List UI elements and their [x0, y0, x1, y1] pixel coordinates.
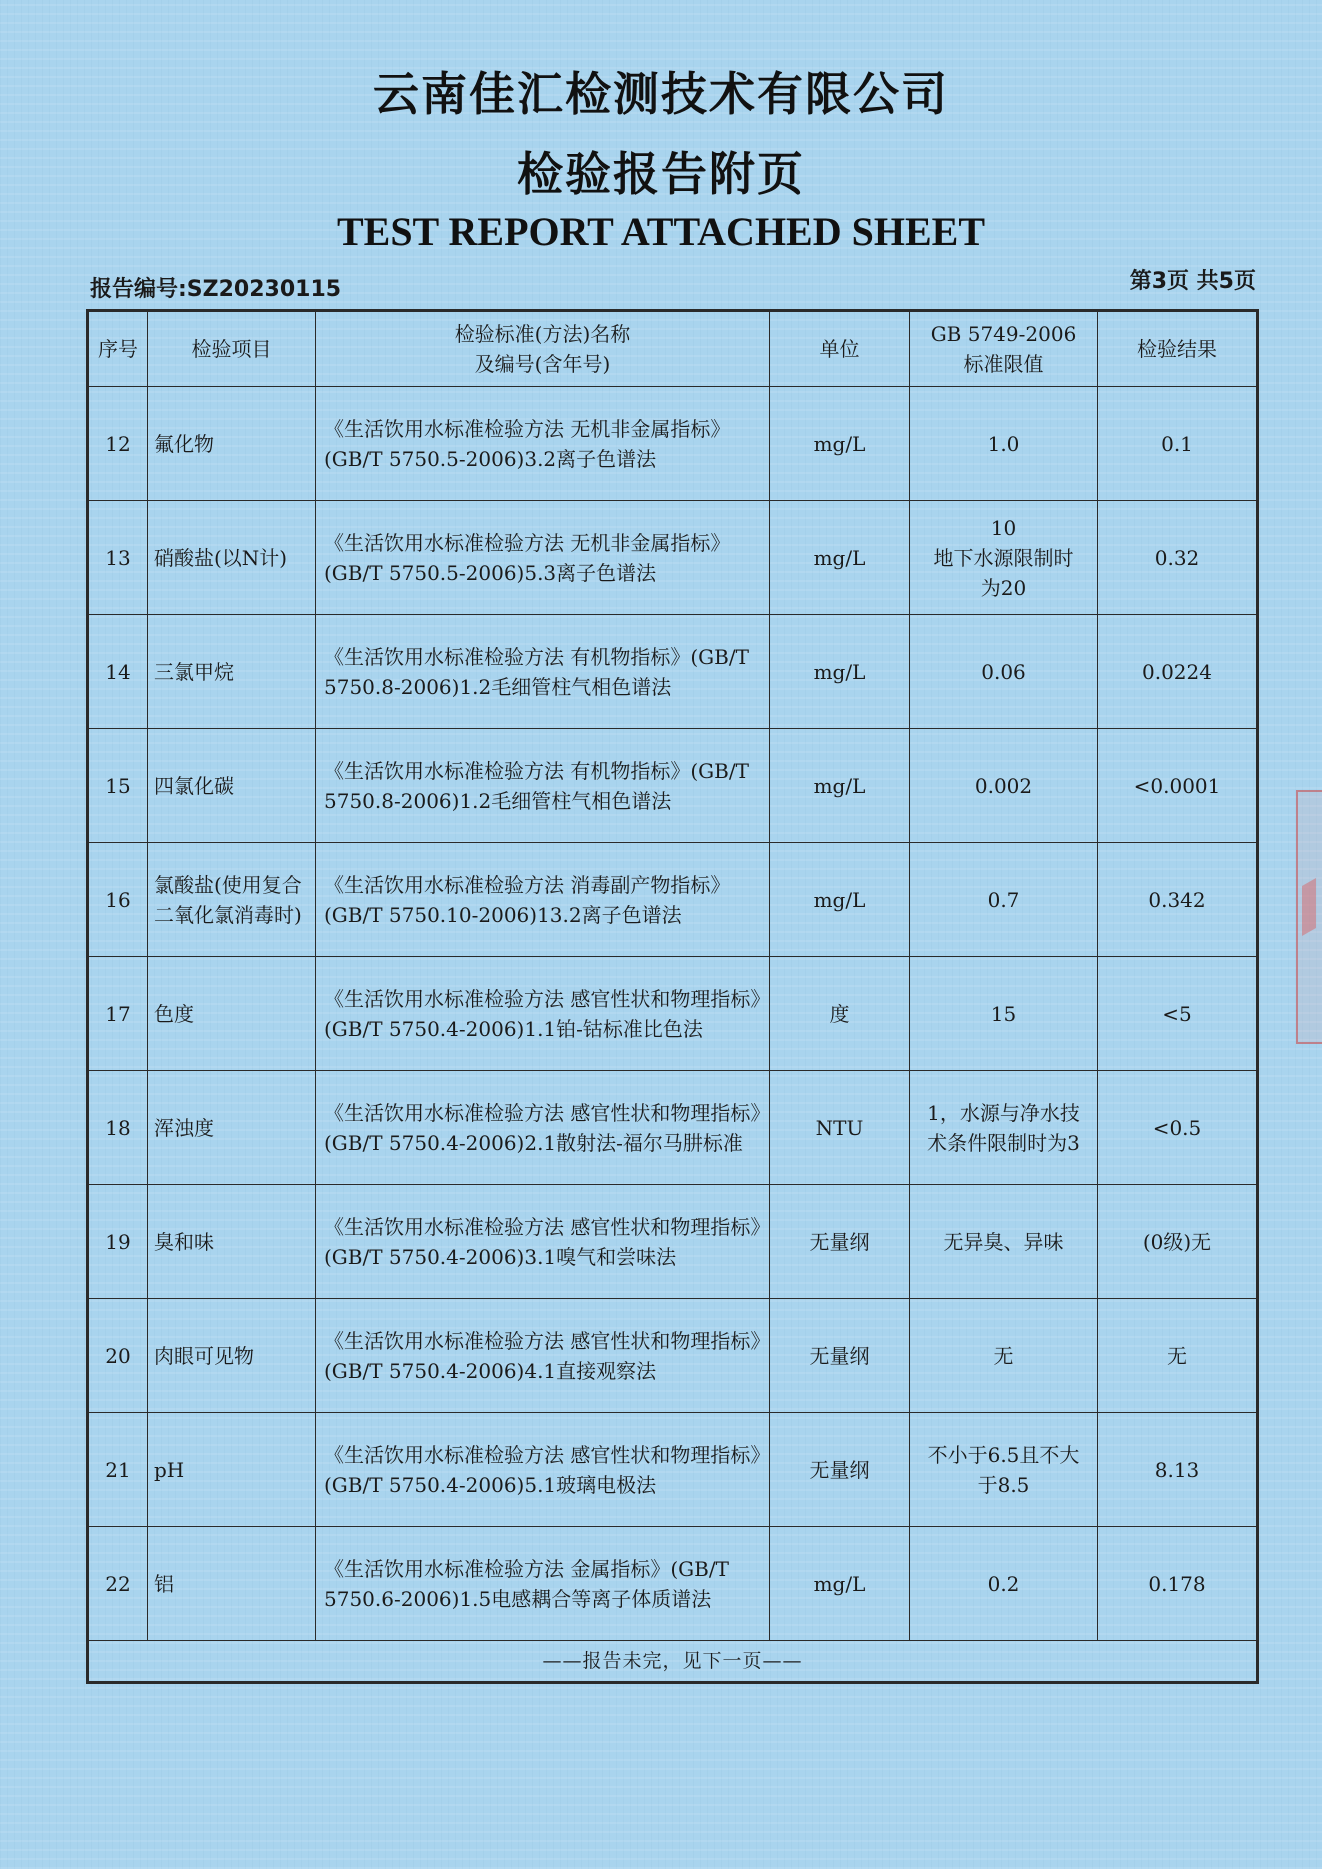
cell-method: 《生活饮用水标准检验方法 消毒副产物指标》(GB/T 5750.10-2006)13.2离子色谱法 [316, 843, 770, 957]
cell-limit: 0.002 [910, 729, 1098, 843]
cell-no: 20 [88, 1299, 148, 1413]
cell-no: 14 [88, 615, 148, 729]
cell-method: 《生活饮用水标准检验方法 感官性状和物理指标》(GB/T 5750.4-2006)3.1嗅气和尝味法 [316, 1185, 770, 1299]
seal-stamp-edge [1296, 790, 1322, 1044]
cell-no: 16 [88, 843, 148, 957]
cell-method: 《生活饮用水标准检验方法 感官性状和物理指标》(GB/T 5750.4-2006)5.1玻璃电极法 [316, 1413, 770, 1527]
header-result: 检验结果 [1098, 311, 1258, 387]
table-row [88, 1527, 1258, 1641]
cell-limit: 无异臭、异味 [910, 1185, 1098, 1299]
table-row [88, 843, 1258, 957]
table-row [88, 1413, 1258, 1527]
table-header [88, 311, 1258, 387]
cell-limit: 不小于6.5且不大于8.5 [910, 1413, 1098, 1527]
header-unit: 单位 [770, 311, 910, 387]
cell-unit: mg/L [770, 729, 910, 843]
table-row [88, 729, 1258, 843]
cell-result: 0.1 [1098, 387, 1258, 501]
cell-no: 22 [88, 1527, 148, 1641]
cell-unit: mg/L [770, 501, 910, 615]
cell-result: (0级)无 [1098, 1185, 1258, 1299]
cell-result: 8.13 [1098, 1413, 1258, 1527]
cell-no: 17 [88, 957, 148, 1071]
cell-item: 臭和味 [148, 1185, 316, 1299]
report-number: 报告编号:SZ20230115 [90, 277, 342, 302]
cell-unit: 度 [770, 957, 910, 1071]
cell-item: 色度 [148, 957, 316, 1071]
cell-result: <5 [1098, 957, 1258, 1071]
cell-result: <0.5 [1098, 1071, 1258, 1185]
cell-method: 《生活饮用水标准检验方法 感官性状和物理指标》(GB/T 5750.4-2006)4.1直接观察法 [316, 1299, 770, 1413]
cell-result: 无 [1098, 1299, 1258, 1413]
table-row [88, 1071, 1258, 1185]
cell-item: 铝 [148, 1527, 316, 1641]
cell-item: 四氯化碳 [148, 729, 316, 843]
cell-item: 氟化物 [148, 387, 316, 501]
cell-item: 硝酸盐(以N计) [148, 501, 316, 615]
cell-method: 《生活饮用水标准检验方法 有机物指标》(GB/T 5750.8-2006)1.2毛细管柱气相色谱法 [316, 615, 770, 729]
cell-unit: NTU [770, 1071, 910, 1185]
page-indicator: 第3页 共5页 [1129, 269, 1256, 294]
cell-limit: 1.0 [910, 387, 1098, 501]
cell-result: 0.32 [1098, 501, 1258, 615]
table-row [88, 387, 1258, 501]
cell-unit: mg/L [770, 843, 910, 957]
cell-result: <0.0001 [1098, 729, 1258, 843]
header-item: 检验项目 [148, 311, 316, 387]
cell-unit: 无量纲 [770, 1299, 910, 1413]
cell-limit: 0.06 [910, 615, 1098, 729]
cell-unit: mg/L [770, 1527, 910, 1641]
table-row [88, 957, 1258, 1071]
cell-limit: 1，水源与净水技术条件限制时为3 [910, 1071, 1098, 1185]
cell-result: 0.178 [1098, 1527, 1258, 1641]
cell-method: 《生活饮用水标准检验方法 有机物指标》(GB/T 5750.8-2006)1.2毛细管柱气相色谱法 [316, 729, 770, 843]
cell-no: 13 [88, 501, 148, 615]
results-table [86, 309, 1259, 1684]
table-footer-row [88, 1641, 1258, 1683]
cell-limit: 无 [910, 1299, 1098, 1413]
table-row [88, 1185, 1258, 1299]
cell-item: 氯酸盐(使用复合二氧化氯消毒时) [148, 843, 316, 957]
cell-result: 0.342 [1098, 843, 1258, 957]
cell-no: 18 [88, 1071, 148, 1185]
cell-limit: 15 [910, 957, 1098, 1071]
cell-limit: 0.7 [910, 843, 1098, 957]
cell-no: 21 [88, 1413, 148, 1527]
sheet-title: 检验报告附页 [517, 147, 805, 201]
cell-limit: 0.2 [910, 1527, 1098, 1641]
table-row [88, 501, 1258, 615]
cell-method: 《生活饮用水标准检验方法 感官性状和物理指标》(GB/T 5750.4-2006)2.1散射法-福尔马肼标准 [316, 1071, 770, 1185]
cell-item: pH [148, 1413, 316, 1527]
cell-method: 《生活饮用水标准检验方法 无机非金属指标》(GB/T 5750.5-2006)3.2离子色谱法 [316, 387, 770, 501]
table-body [88, 387, 1258, 1683]
table-row [88, 615, 1258, 729]
cell-method: 《生活饮用水标准检验方法 无机非金属指标》(GB/T 5750.5-2006)5.3离子色谱法 [316, 501, 770, 615]
cell-item: 肉眼可见物 [148, 1299, 316, 1413]
header-method: 检验标准(方法)名称 及编号(含年号) [316, 311, 770, 387]
cell-unit: mg/L [770, 387, 910, 501]
cell-no: 15 [88, 729, 148, 843]
continuation-note: ——报告未完，见下一页—— [88, 1641, 1258, 1683]
cell-unit: 无量纲 [770, 1185, 910, 1299]
header-limit: GB 5749-2006 标准限值 [910, 311, 1098, 387]
cell-method: 《生活饮用水标准检验方法 感官性状和物理指标》(GB/T 5750.4-2006)1.1铂-钴标准比色法 [316, 957, 770, 1071]
cell-unit: mg/L [770, 615, 910, 729]
header-no: 序号 [88, 311, 148, 387]
cell-item: 三氯甲烷 [148, 615, 316, 729]
sheet-title-english: TEST REPORT ATTACHED SHEET [336, 209, 986, 254]
cell-limit: 10 地下水源限制时 为20 [910, 501, 1098, 615]
cell-unit: 无量纲 [770, 1413, 910, 1527]
cell-no: 12 [88, 387, 148, 501]
cell-method: 《生活饮用水标准检验方法 金属指标》(GB/T 5750.6-2006)1.5电感耦合等离子体质谱法 [316, 1527, 770, 1641]
cell-result: 0.0224 [1098, 615, 1258, 729]
cell-item: 浑浊度 [148, 1071, 316, 1185]
cell-no: 19 [88, 1185, 148, 1299]
company-name: 云南佳汇检测技术有限公司 [373, 67, 949, 121]
table-row [88, 1299, 1258, 1413]
